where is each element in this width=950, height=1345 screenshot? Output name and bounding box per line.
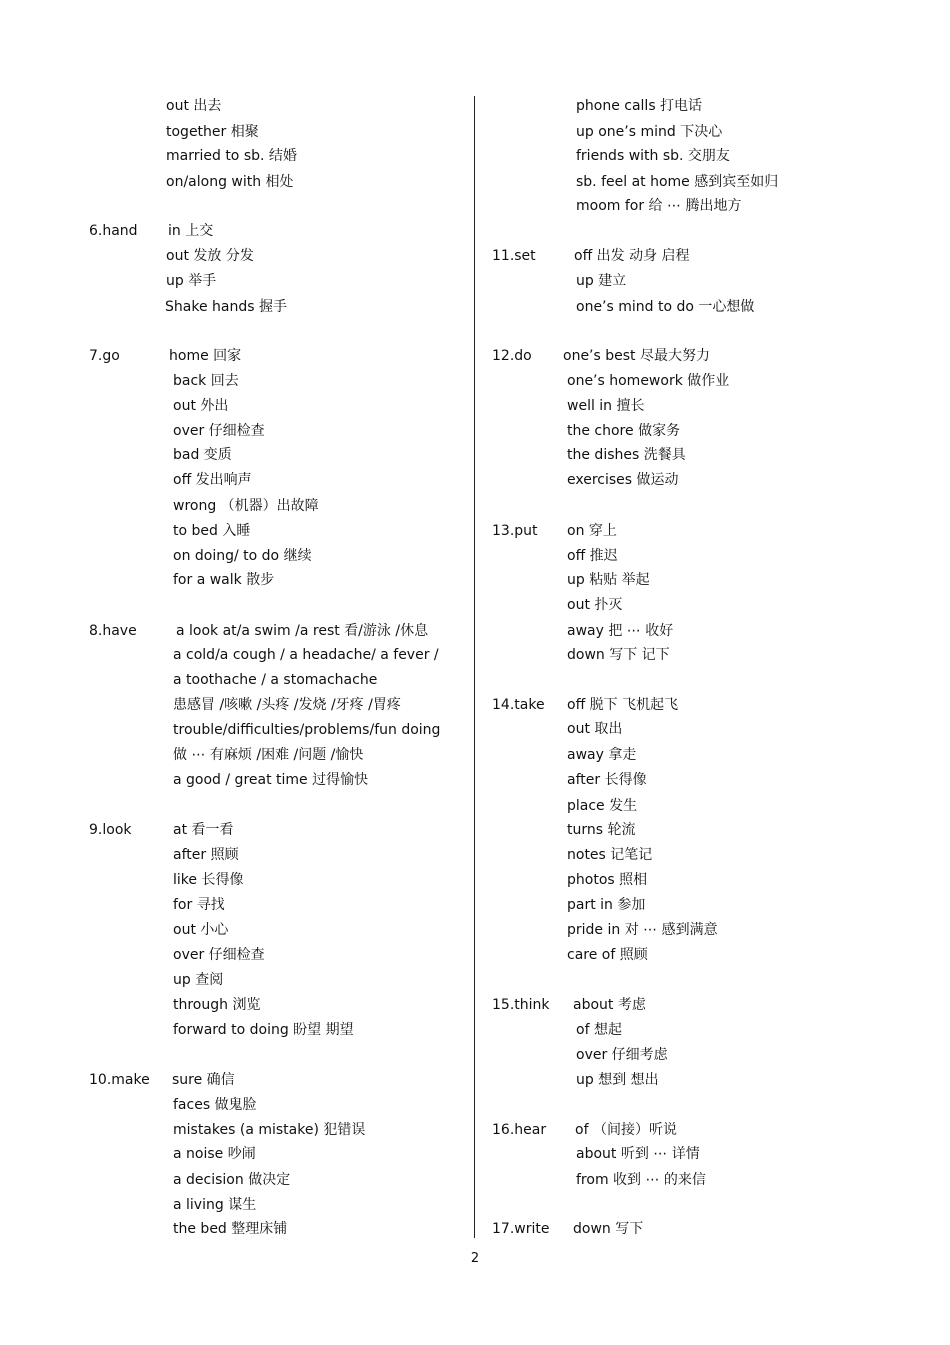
verb-heading: 11.set <box>492 248 536 264</box>
phrase-line: well in 擅长 <box>567 398 645 414</box>
phrase-line: exercises 做运动 <box>567 472 679 488</box>
phrase-line: up 举手 <box>166 273 217 289</box>
verb-heading: 16.hear <box>492 1122 547 1138</box>
phrase-line: one’s mind to do 一心想做 <box>576 299 755 315</box>
phrase-line: turns 轮流 <box>567 822 636 838</box>
phrase-line: a living 谋生 <box>173 1197 257 1213</box>
verb-heading: 14.take <box>492 697 545 713</box>
phrase-line: over 仔细考虑 <box>576 1047 668 1063</box>
phrase-line: place 发生 <box>567 798 638 814</box>
verb-heading: 13.put <box>492 523 538 539</box>
phrase-line: away 把 ⋯ 收好 <box>567 623 674 639</box>
phrase-line: 患感冒 /咳嗽 /头疼 /发烧 /牙疼 /胃疼 <box>173 697 401 713</box>
phrase-line: a decision 做决定 <box>173 1172 291 1188</box>
phrase-line: photos 照相 <box>567 872 648 888</box>
phrase-line: about 考虑 <box>573 997 646 1013</box>
phrase-line: mistakes (a mistake) 犯错误 <box>173 1122 366 1138</box>
phrase-line: in 上交 <box>168 223 214 239</box>
phrase-line: off 发出响声 <box>173 472 252 488</box>
phrase-line: like 长得像 <box>173 872 244 888</box>
phrase-line: out 出去 <box>166 98 222 114</box>
phrase-line: out 扑灭 <box>567 597 623 613</box>
page-number: 2 <box>470 1251 480 1266</box>
phrase-line: about 听到 ⋯ 详情 <box>576 1146 700 1162</box>
phrase-line: up 建立 <box>576 273 627 289</box>
phrase-line: a good / great time 过得愉快 <box>173 772 369 788</box>
phrase-line: up 查阅 <box>173 972 224 988</box>
phrase-line: for a walk 散步 <box>173 572 275 588</box>
phrase-line: phone calls 打电话 <box>576 98 703 114</box>
phrase-line: sure 确信 <box>172 1072 235 1088</box>
phrase-line: after 长得像 <box>567 772 647 788</box>
phrase-line: back 回去 <box>173 373 239 389</box>
phrase-line: away 拿走 <box>567 747 637 763</box>
phrase-line: faces 做鬼脸 <box>173 1097 257 1113</box>
phrase-line: a look at/a swim /a rest 看/游泳 /休息 <box>176 623 429 639</box>
phrase-line: down 写下 <box>573 1221 644 1237</box>
phrase-line: after 照顾 <box>173 847 239 863</box>
phrase-line: of 想起 <box>576 1022 622 1038</box>
verb-heading: 9.look <box>89 822 132 838</box>
phrase-line: married to sb. 结婚 <box>166 148 297 164</box>
verb-heading: 12.do <box>492 348 532 364</box>
phrase-line: on doing/ to do 继续 <box>173 548 312 564</box>
phrase-line: Shake hands 握手 <box>165 299 287 315</box>
phrase-line: up 粘贴 举起 <box>567 572 650 588</box>
phrase-line: off 出发 动身 启程 <box>574 248 690 264</box>
phrase-line: part in 参加 <box>567 897 646 913</box>
phrase-line: care of 照顾 <box>567 947 648 963</box>
phrase-line: for 寻找 <box>173 897 225 913</box>
phrase-line: friends with sb. 交朋友 <box>576 148 730 164</box>
verb-heading: 15.think <box>492 997 550 1013</box>
phrase-line: one’s best 尽最大努力 <box>563 348 710 364</box>
phrase-line: to bed 入睡 <box>173 523 251 539</box>
phrase-line: up one’s mind 下决心 <box>576 124 723 140</box>
phrase-line: over 仔细检查 <box>173 423 265 439</box>
phrase-line: out 取出 <box>567 721 623 737</box>
phrase-line: notes 记笔记 <box>567 847 653 863</box>
phrase-line: through 浏览 <box>173 997 261 1013</box>
phrase-line: together 相聚 <box>166 124 259 140</box>
phrase-line: home 回家 <box>169 348 242 364</box>
phrase-line: a toothache / a stomachache <box>173 672 378 688</box>
verb-heading: 6.hand <box>89 223 138 239</box>
phrase-line: a cold/a cough / a headache/ a fever / <box>173 647 439 663</box>
phrase-line: pride in 对 ⋯ 感到满意 <box>567 922 718 938</box>
phrase-line: moom for 给 ⋯ 腾出地方 <box>576 198 742 214</box>
phrase-line: bad 变质 <box>173 447 232 463</box>
phrase-line: over 仔细检查 <box>173 947 265 963</box>
phrase-line: off 推迟 <box>567 548 618 564</box>
verb-heading: 10.make <box>89 1072 150 1088</box>
phrase-line: on 穿上 <box>567 523 617 539</box>
phrase-line: out 外出 <box>173 398 229 414</box>
phrase-line: out 发放 分发 <box>166 248 254 264</box>
verb-heading: 7.go <box>89 348 120 364</box>
phrase-line: down 写下 记下 <box>567 647 670 663</box>
phrase-line: one’s homework 做作业 <box>567 373 730 389</box>
phrase-line: wrong （机器）出故障 <box>173 498 319 514</box>
phrase-line: on/along with 相处 <box>166 174 294 190</box>
phrase-line: at 看一看 <box>173 822 234 838</box>
phrase-line: up 想到 想出 <box>576 1072 659 1088</box>
phrase-line: trouble/difficulties/problems/fun doing <box>173 722 441 738</box>
phrase-line: forward to doing 盼望 期望 <box>173 1022 354 1038</box>
phrase-line: the chore 做家务 <box>567 423 681 439</box>
phrase-line: out 小心 <box>173 922 229 938</box>
phrase-line: off 脱下 飞机起飞 <box>567 697 679 713</box>
phrase-line: the bed 整理床铺 <box>173 1221 288 1237</box>
phrase-line: 做 ⋯ 有麻烦 /困难 /问题 /愉快 <box>173 747 364 763</box>
phrase-line: the dishes 洗餐具 <box>567 447 686 463</box>
phrase-line: from 收到 ⋯ 的来信 <box>576 1172 706 1188</box>
phrase-line: of （间接）听说 <box>575 1122 677 1138</box>
phrase-line: a noise 吵闹 <box>173 1146 256 1162</box>
column-divider <box>474 96 475 1238</box>
verb-heading: 17.write <box>492 1221 550 1237</box>
phrase-line: sb. feel at home 感到宾至如归 <box>576 174 779 190</box>
verb-heading: 8.have <box>89 623 137 639</box>
